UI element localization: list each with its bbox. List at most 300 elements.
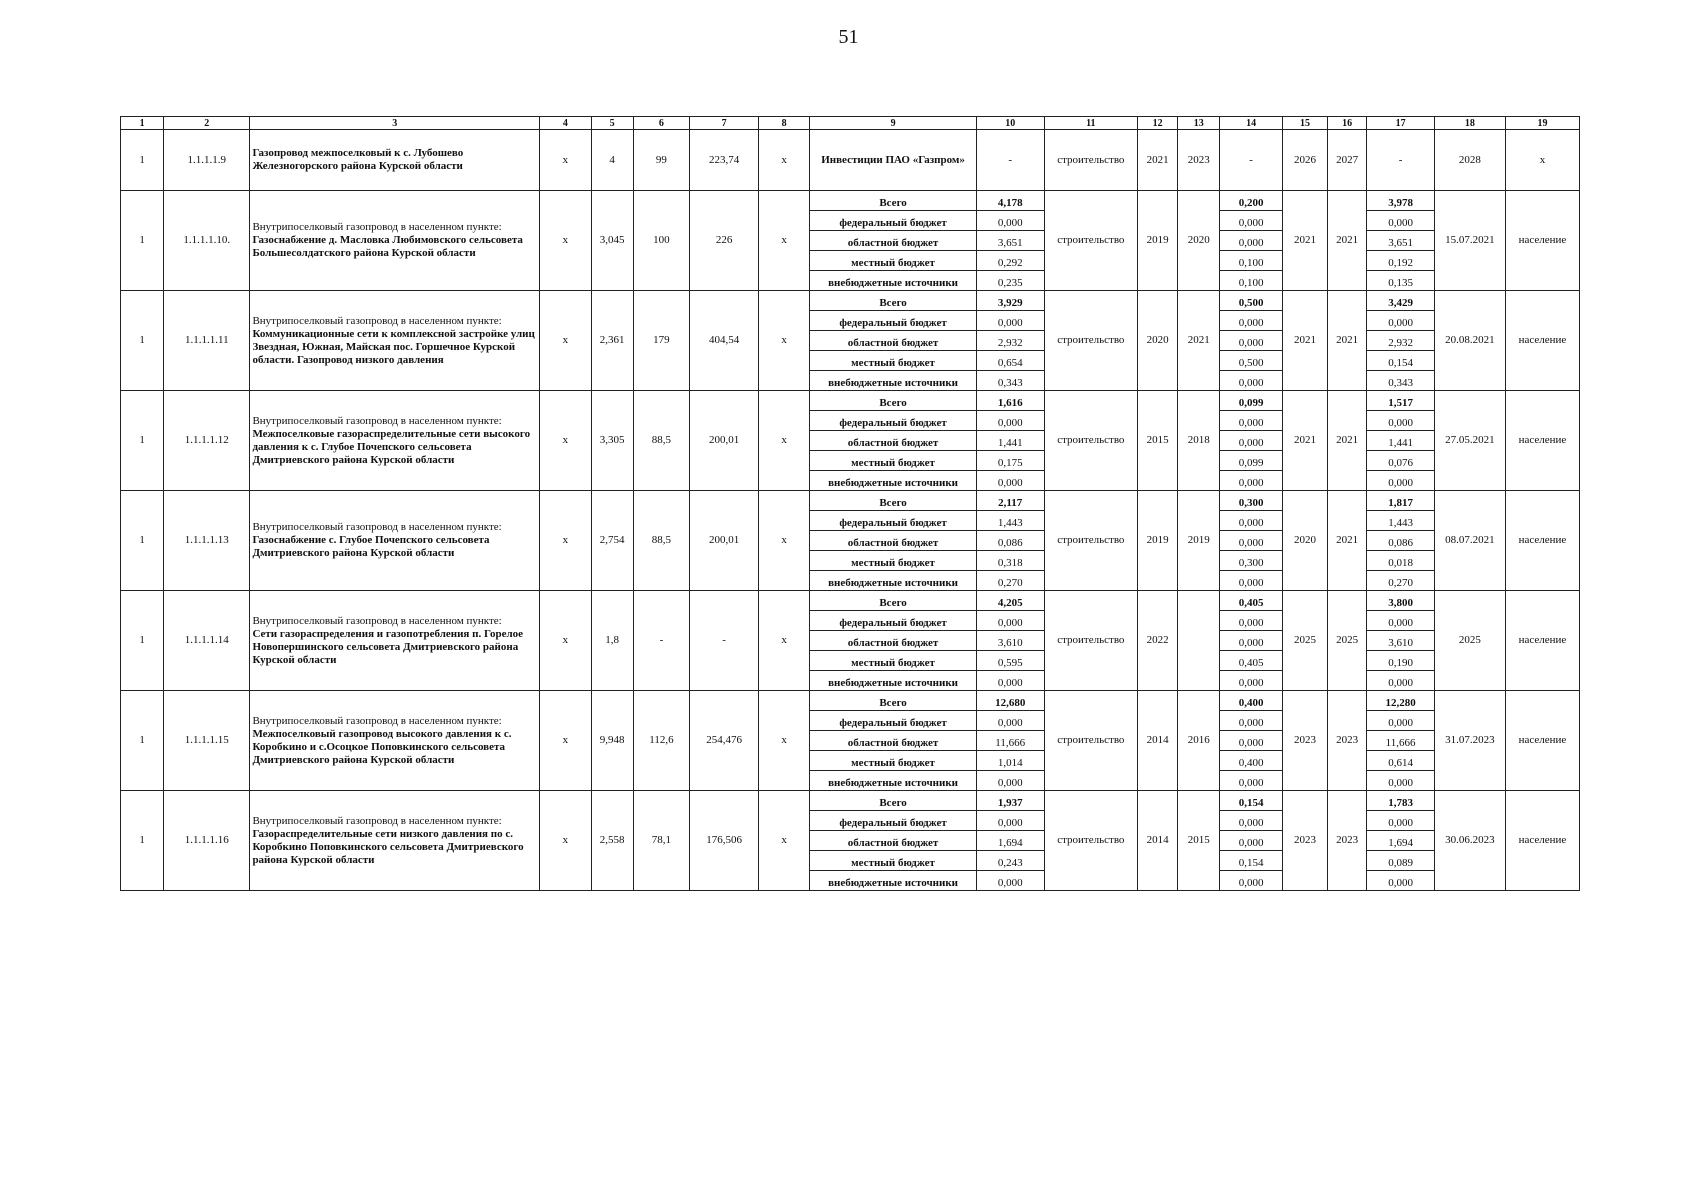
budget-label: внебюджетные источники (828, 577, 959, 589)
budget-remaining-column (1367, 591, 1435, 691)
budget-total-column (976, 191, 1044, 291)
work-type: строительство (1044, 491, 1137, 591)
budget-total-column-value: 0,000 (977, 611, 1044, 631)
budget-remaining-column-value: 2,932 (1367, 331, 1434, 351)
budget-label: внебюджетные источники (828, 277, 959, 289)
column-number-5: 5 (591, 117, 633, 130)
beneficiary: население (1505, 291, 1579, 391)
cell-c13: 2023 (1178, 130, 1220, 191)
budget-total-column-value: 0,000 (977, 811, 1044, 831)
budget-total-column-value: 3,610 (977, 631, 1044, 651)
budget-label: внебюджетные источники (828, 377, 959, 389)
column-number-16: 16 (1328, 117, 1367, 130)
cell-c15: 2021 (1282, 391, 1327, 491)
budget-remaining-column-value: 1,783 (1367, 791, 1434, 811)
budget-spent-column-value: 0,000 (1220, 831, 1282, 851)
budget-remaining-column (1367, 291, 1435, 391)
budget-label: Всего (810, 391, 975, 411)
cell-c5: 4 (591, 130, 633, 191)
cell-c5: 2,754 (591, 491, 633, 591)
start-year: 2015 (1138, 391, 1178, 491)
table-row (121, 191, 1580, 291)
budget-spent-column (1220, 691, 1283, 791)
budget-remaining-column (1367, 191, 1435, 291)
budget-label: областной бюджет (810, 731, 975, 751)
cell-c8: х (758, 191, 809, 291)
budget-remaining-column-value: 0,135 (1388, 277, 1413, 289)
object-intro: Внутрипоселковый газопровод в населенном пункте: (252, 614, 502, 627)
budget-total-column-value: 0,000 (977, 411, 1044, 431)
item-code: 1.1.1.1.13 (164, 491, 250, 591)
table-row (121, 391, 1580, 491)
budget-label: внебюджетные источники (828, 877, 959, 889)
budget-remaining-column-value: 0,000 (1367, 711, 1434, 731)
cell-c15: 2025 (1282, 591, 1327, 691)
budget-remaining-column (1367, 391, 1435, 491)
object-description (250, 691, 540, 791)
budget-total-column (976, 691, 1044, 791)
budget-total-column (976, 291, 1044, 391)
cell-c4: х (540, 591, 591, 691)
budget-spent-column-value: 0,500 (1220, 351, 1282, 371)
object-title: Сети газораспределения и газопотребления п. Горелое Новопершинского сельсовета Дмитриевского района Курской области (252, 627, 524, 666)
table-row (121, 130, 1580, 191)
cell-c7: 226 (690, 191, 759, 291)
budget-total-column-value: 1,014 (977, 751, 1044, 771)
budget-remaining-column-value: 0,614 (1367, 751, 1434, 771)
budget-total-column (976, 791, 1044, 891)
cell-c6: 112,6 (633, 691, 690, 791)
column-number-1: 1 (121, 117, 164, 130)
column-number-3: 3 (250, 117, 540, 130)
budget-total-column-value: 0,000 (997, 477, 1023, 489)
budget-spent-column-value: 0,000 (1238, 677, 1264, 689)
work-type: строительство (1044, 691, 1137, 791)
budget-total-column-value: 4,205 (977, 591, 1044, 611)
cell-c16: 2021 (1328, 191, 1367, 291)
budget-label: Всего (810, 491, 975, 511)
cell-c18: 2028 (1434, 130, 1505, 191)
budget-label: областной бюджет (810, 831, 975, 851)
budget-total-column-value: 3,651 (977, 231, 1044, 251)
budget-spent-column-value: 0,500 (1220, 291, 1282, 311)
budget-remaining-column-value: 0,000 (1388, 877, 1413, 889)
column-number-7: 7 (690, 117, 759, 130)
budget-label: местный бюджет (810, 451, 975, 471)
budget-spent-column-value: 0,300 (1220, 491, 1282, 511)
start-year: 2022 (1138, 591, 1178, 691)
object-intro: Внутрипоселковый газопровод в населенном пункте: (252, 521, 502, 533)
budget-label: федеральный бюджет (810, 811, 975, 831)
object-title: Коммуникационные сети к комплексной застройке улиц Звездная, Южная, Майская пос. Горшечное Курской области. Газопровод низкого давления (252, 327, 535, 366)
table-row (121, 491, 1580, 591)
column-number-18: 18 (1434, 117, 1505, 130)
budget-total-column-value: 3,929 (977, 291, 1044, 311)
budget-spent-column-value: 0,000 (1220, 331, 1282, 351)
cell-c5: 1,8 (591, 591, 633, 691)
object-title: Межпоселковые газораспределительные сети высокого давления к с. Глубое Почепского сельсовета Дмитриевского района Курской области (252, 427, 531, 466)
cell-c5: 3,305 (591, 391, 633, 491)
column-number-8: 8 (758, 117, 809, 130)
cell-c15: 2021 (1282, 291, 1327, 391)
budget-remaining-column-value: 1,517 (1367, 391, 1434, 411)
cell-c16: 2021 (1328, 491, 1367, 591)
budget-labels (810, 491, 976, 591)
budget-spent-column-value: 0,000 (1220, 531, 1282, 551)
budget-total-column-value: 0,270 (997, 577, 1023, 589)
beneficiary: население (1505, 591, 1579, 691)
column-number-19: 19 (1505, 117, 1579, 130)
budget-remaining-column-value: 0,270 (1388, 577, 1413, 589)
object-intro: Внутрипоселковый газопровод в населенном пункте: (252, 314, 502, 327)
budget-total-column-value: 12,680 (977, 691, 1044, 711)
budget-label: местный бюджет (810, 851, 975, 871)
budget-spent-column-value: 0,000 (1238, 777, 1264, 789)
budget-remaining-column-value: 0,000 (1388, 477, 1413, 489)
work-type: строительство (1044, 591, 1137, 691)
budget-total-column-value: 0,000 (997, 777, 1023, 789)
investment-table-wrapper (120, 116, 1580, 891)
budget-spent-column-value: 0,000 (1238, 477, 1264, 489)
end-year: 2020 (1178, 191, 1220, 291)
budget-remaining-column-value: 3,978 (1367, 191, 1434, 211)
budget-total-column-value: 4,178 (977, 191, 1044, 211)
cell-c11: строительство (1044, 130, 1137, 191)
object-intro: Внутрипоселковый газопровод в населенном пункте: (252, 414, 502, 427)
budget-spent-column (1220, 391, 1283, 491)
cell-c14: - (1220, 130, 1283, 191)
budget-remaining-column-value: 0,192 (1367, 251, 1434, 271)
budget-remaining-column-value: 0,076 (1367, 451, 1434, 471)
object-description (250, 130, 540, 191)
budget-total-column-value: 2,932 (977, 331, 1044, 351)
cell-c15: 2023 (1282, 791, 1327, 891)
commissioning-date: 08.07.2021 (1434, 491, 1505, 591)
object-intro: Внутрипоселковый газопровод в населенном пункте: (252, 814, 502, 827)
row-index: 1 (121, 591, 164, 691)
budget-label: внебюджетные источники (828, 677, 959, 689)
row-index: 1 (121, 130, 164, 191)
object-description (250, 391, 540, 491)
cell-c8: х (758, 130, 809, 191)
row-index: 1 (121, 691, 164, 791)
object-intro: Внутрипоселковый газопровод в населенном пункте: (252, 714, 502, 727)
budget-label: местный бюджет (810, 651, 975, 671)
object-description (250, 791, 540, 891)
budget-total-column-value: 0,000 (977, 211, 1044, 231)
budget-label: областной бюджет (810, 531, 975, 551)
budget-total-column-value: 11,666 (977, 731, 1044, 751)
item-code: 1.1.1.1.9 (164, 130, 250, 191)
page-number: 51 (838, 26, 859, 48)
budget-spent-column-value: 0,405 (1220, 591, 1282, 611)
cell-c4: х (540, 191, 591, 291)
object-title: Газоснабжение д. Масловка Любимовского сельсовета Большесолдатского района Курской области (252, 234, 523, 259)
beneficiary: население (1505, 191, 1579, 291)
budget-labels (810, 691, 976, 791)
budget-spent-column-value: 0,000 (1220, 731, 1282, 751)
cell-c6: 99 (633, 130, 690, 191)
budget-spent-column (1220, 791, 1283, 891)
cell-c17: - (1367, 130, 1435, 191)
work-type: строительство (1044, 191, 1137, 291)
budget-spent-column-value: 0,000 (1220, 311, 1282, 331)
budget-remaining-column-value: 1,694 (1367, 831, 1434, 851)
object-description (250, 491, 540, 591)
budget-remaining-column-value: 0,089 (1367, 851, 1434, 871)
cell-c8: х (758, 291, 809, 391)
budget-remaining-column-value: 0,154 (1367, 351, 1434, 371)
start-year: 2019 (1138, 491, 1178, 591)
budget-label: Всего (810, 291, 975, 311)
budget-remaining-column-value: 0,190 (1367, 651, 1434, 671)
budget-spent-column (1220, 591, 1283, 691)
cell-c8: х (758, 591, 809, 691)
cell-c16: 2023 (1328, 791, 1367, 891)
budget-spent-column-value: 0,000 (1220, 211, 1282, 231)
beneficiary: население (1505, 391, 1579, 491)
end-year: 2015 (1178, 791, 1220, 891)
object-description (250, 191, 540, 291)
budget-labels (810, 791, 976, 891)
budget-total-column-value: 0,175 (977, 451, 1044, 471)
cell-c5: 2,361 (591, 291, 633, 391)
row-index: 1 (121, 191, 164, 291)
budget-spent-column-value: 0,300 (1220, 551, 1282, 571)
budget-remaining-column-value: 0,000 (1367, 311, 1434, 331)
budget-remaining-column-value: 0,343 (1388, 377, 1413, 389)
column-number-2: 2 (164, 117, 250, 130)
budget-remaining-column-value: 1,443 (1367, 511, 1434, 531)
budget-label: областной бюджет (810, 331, 975, 351)
cell-c6: 78,1 (633, 791, 690, 891)
beneficiary: население (1505, 691, 1579, 791)
cell-c6: 88,5 (633, 391, 690, 491)
column-number-10: 10 (976, 117, 1044, 130)
cell-c16: 2021 (1328, 291, 1367, 391)
table-row (121, 591, 1580, 691)
funding-source: Инвестиции ПАО «Газпром» (810, 130, 976, 191)
cell-c16: 2021 (1328, 391, 1367, 491)
budget-spent-column-value: 0,000 (1220, 611, 1282, 631)
budget-total-column-value: 1,441 (977, 431, 1044, 451)
cell-c7: 200,01 (690, 491, 759, 591)
budget-total-column-value: 0,000 (997, 677, 1023, 689)
budget-spent-column-value: 0,099 (1220, 451, 1282, 471)
budget-spent-column-value: 0,000 (1220, 811, 1282, 831)
budget-spent-column-value: 0,000 (1220, 511, 1282, 531)
budget-spent-column-value: 0,154 (1220, 791, 1282, 811)
budget-label: местный бюджет (810, 551, 975, 571)
cell-c4: х (540, 391, 591, 491)
column-number-15: 15 (1282, 117, 1327, 130)
budget-total-column-value: 0,292 (977, 251, 1044, 271)
budget-label: Всего (810, 791, 975, 811)
budget-remaining-column-value: 3,651 (1367, 231, 1434, 251)
budget-spent-column-value: 0,100 (1238, 277, 1264, 289)
budget-remaining-column-value: 0,000 (1367, 211, 1434, 231)
budget-label: Всего (810, 191, 975, 211)
column-number-11: 11 (1044, 117, 1137, 130)
end-year (1178, 591, 1220, 691)
budget-labels (810, 291, 976, 391)
budget-remaining-column-value: 0,000 (1388, 677, 1413, 689)
start-year: 2020 (1138, 291, 1178, 391)
budget-remaining-column-value: 0,000 (1367, 611, 1434, 631)
item-code: 1.1.1.1.16 (164, 791, 250, 891)
cell-c10: - (976, 130, 1044, 191)
cell-c8: х (758, 691, 809, 791)
column-number-row (121, 117, 1580, 130)
budget-remaining-column-value: 1,441 (1367, 431, 1434, 451)
table-row (121, 291, 1580, 391)
column-number-13: 13 (1178, 117, 1220, 130)
end-year: 2018 (1178, 391, 1220, 491)
budget-spent-column-value: 0,400 (1220, 751, 1282, 771)
budget-label: федеральный бюджет (810, 411, 975, 431)
budget-remaining-column-value: 0,086 (1367, 531, 1434, 551)
budget-label: федеральный бюджет (810, 511, 975, 531)
beneficiary: население (1505, 791, 1579, 891)
cell-c4: х (540, 691, 591, 791)
budget-label: местный бюджет (810, 351, 975, 371)
object-intro: Внутрипоселковый газопровод в населенном пункте: (252, 221, 502, 233)
cell-c16: 2027 (1328, 130, 1367, 191)
budget-total-column-value: 0,000 (977, 311, 1044, 331)
budget-labels (810, 591, 976, 691)
row-index: 1 (121, 291, 164, 391)
cell-c6: 179 (633, 291, 690, 391)
budget-total-column-value: 0,318 (977, 551, 1044, 571)
object-title: Межпоселковый газопровод высокого давления к с. Коробкино и с.Осоцкое Поповкинского сельсовета Дмитриевского района Курской области (252, 727, 512, 766)
cell-c7: 404,54 (690, 291, 759, 391)
commissioning-date: 31.07.2023 (1434, 691, 1505, 791)
budget-label: федеральный бюджет (810, 311, 975, 331)
item-code: 1.1.1.1.12 (164, 391, 250, 491)
beneficiary: население (1505, 491, 1579, 591)
cell-c7: 200,01 (690, 391, 759, 491)
cell-c6: - (633, 591, 690, 691)
budget-label: внебюджетные источники (828, 777, 959, 789)
start-year: 2019 (1138, 191, 1178, 291)
column-number-12: 12 (1138, 117, 1178, 130)
budget-spent-column-value: 0,000 (1238, 577, 1264, 589)
budget-total-column-value: 1,937 (977, 791, 1044, 811)
object-title: Газораспределительные сети низкого давления по с. Коробкино Поповкинского сельсовета Дмитриевского района Курской области (252, 827, 524, 866)
budget-total-column-value: 0,654 (977, 351, 1044, 371)
budget-remaining-column-value: 0,000 (1367, 811, 1434, 831)
budget-spent-column-value: 0,400 (1220, 691, 1282, 711)
item-code: 1.1.1.1.11 (164, 291, 250, 391)
budget-total-column-value: 1,443 (977, 511, 1044, 531)
cell-c8: х (758, 491, 809, 591)
budget-total-column-value: 0,235 (997, 277, 1023, 289)
column-number-9: 9 (810, 117, 976, 130)
budget-remaining-column-value: 0,000 (1388, 777, 1413, 789)
item-code: 1.1.1.1.10. (164, 191, 250, 291)
table-row (121, 791, 1580, 891)
cell-c5: 3,045 (591, 191, 633, 291)
cell-c5: 2,558 (591, 791, 633, 891)
budget-spent-column (1220, 491, 1283, 591)
cell-c6: 88,5 (633, 491, 690, 591)
start-year: 2014 (1138, 791, 1178, 891)
budget-total-column (976, 391, 1044, 491)
column-number-17: 17 (1367, 117, 1435, 130)
budget-remaining-column (1367, 791, 1435, 891)
table-row (121, 691, 1580, 791)
budget-spent-column-value: 0,154 (1220, 851, 1282, 871)
item-code: 1.1.1.1.14 (164, 591, 250, 691)
budget-total-column-value: 0,086 (977, 531, 1044, 551)
end-year: 2019 (1178, 491, 1220, 591)
budget-remaining-column-value: 3,800 (1367, 591, 1434, 611)
start-year: 2014 (1138, 691, 1178, 791)
budget-spent-column-value: 0,000 (1238, 377, 1264, 389)
budget-total-column-value: 1,694 (977, 831, 1044, 851)
cell-c16: 2023 (1328, 691, 1367, 791)
commissioning-date: 20.08.2021 (1434, 291, 1505, 391)
cell-c8: х (758, 391, 809, 491)
cell-c8: х (758, 791, 809, 891)
budget-total-column-value: 0,243 (977, 851, 1044, 871)
budget-total-column-value: 2,117 (977, 491, 1044, 511)
cell-c15: 2026 (1282, 130, 1327, 191)
budget-labels (810, 191, 976, 291)
cell-c4: х (540, 491, 591, 591)
budget-spent-column-value: 0,405 (1220, 651, 1282, 671)
budget-label: местный бюджет (810, 251, 975, 271)
budget-labels (810, 391, 976, 491)
cell-c12: 2021 (1138, 130, 1178, 191)
object-title: Газопровод межпоселковый к с. Лубошево Железногорского района Курской области (252, 147, 464, 172)
budget-label: федеральный бюджет (810, 711, 975, 731)
row-index: 1 (121, 791, 164, 891)
cell-c4: х (540, 130, 591, 191)
column-number-4: 4 (540, 117, 591, 130)
budget-label: федеральный бюджет (810, 211, 975, 231)
cell-c7: 254,476 (690, 691, 759, 791)
cell-c7: 223,74 (690, 130, 759, 191)
work-type: строительство (1044, 391, 1137, 491)
object-description (250, 291, 540, 391)
budget-total-column-value: 0,343 (997, 377, 1023, 389)
budget-label: внебюджетные источники (828, 477, 959, 489)
budget-label: местный бюджет (810, 751, 975, 771)
budget-remaining-column-value: 3,610 (1367, 631, 1434, 651)
item-code: 1.1.1.1.15 (164, 691, 250, 791)
budget-label: Всего (810, 691, 975, 711)
budget-remaining-column-value: 11,666 (1367, 731, 1434, 751)
row-index: 1 (121, 391, 164, 491)
commissioning-date: 30.06.2023 (1434, 791, 1505, 891)
commissioning-date: 15.07.2021 (1434, 191, 1505, 291)
budget-label: федеральный бюджет (810, 611, 975, 631)
cell-c16: 2025 (1328, 591, 1367, 691)
budget-remaining-column (1367, 691, 1435, 791)
budget-remaining-column-value: 0,018 (1367, 551, 1434, 571)
budget-remaining-column-value: 0,000 (1367, 411, 1434, 431)
budget-spent-column-value: 0,000 (1220, 711, 1282, 731)
budget-remaining-column (1367, 491, 1435, 591)
budget-spent-column-value: 0,000 (1220, 431, 1282, 451)
cell-c4: х (540, 291, 591, 391)
commissioning-date: 2025 (1434, 591, 1505, 691)
budget-spent-column-value: 0,000 (1220, 631, 1282, 651)
budget-label: Всего (810, 591, 975, 611)
budget-spent-column-value: 0,000 (1220, 231, 1282, 251)
budget-total-column-value: 0,000 (977, 711, 1044, 731)
